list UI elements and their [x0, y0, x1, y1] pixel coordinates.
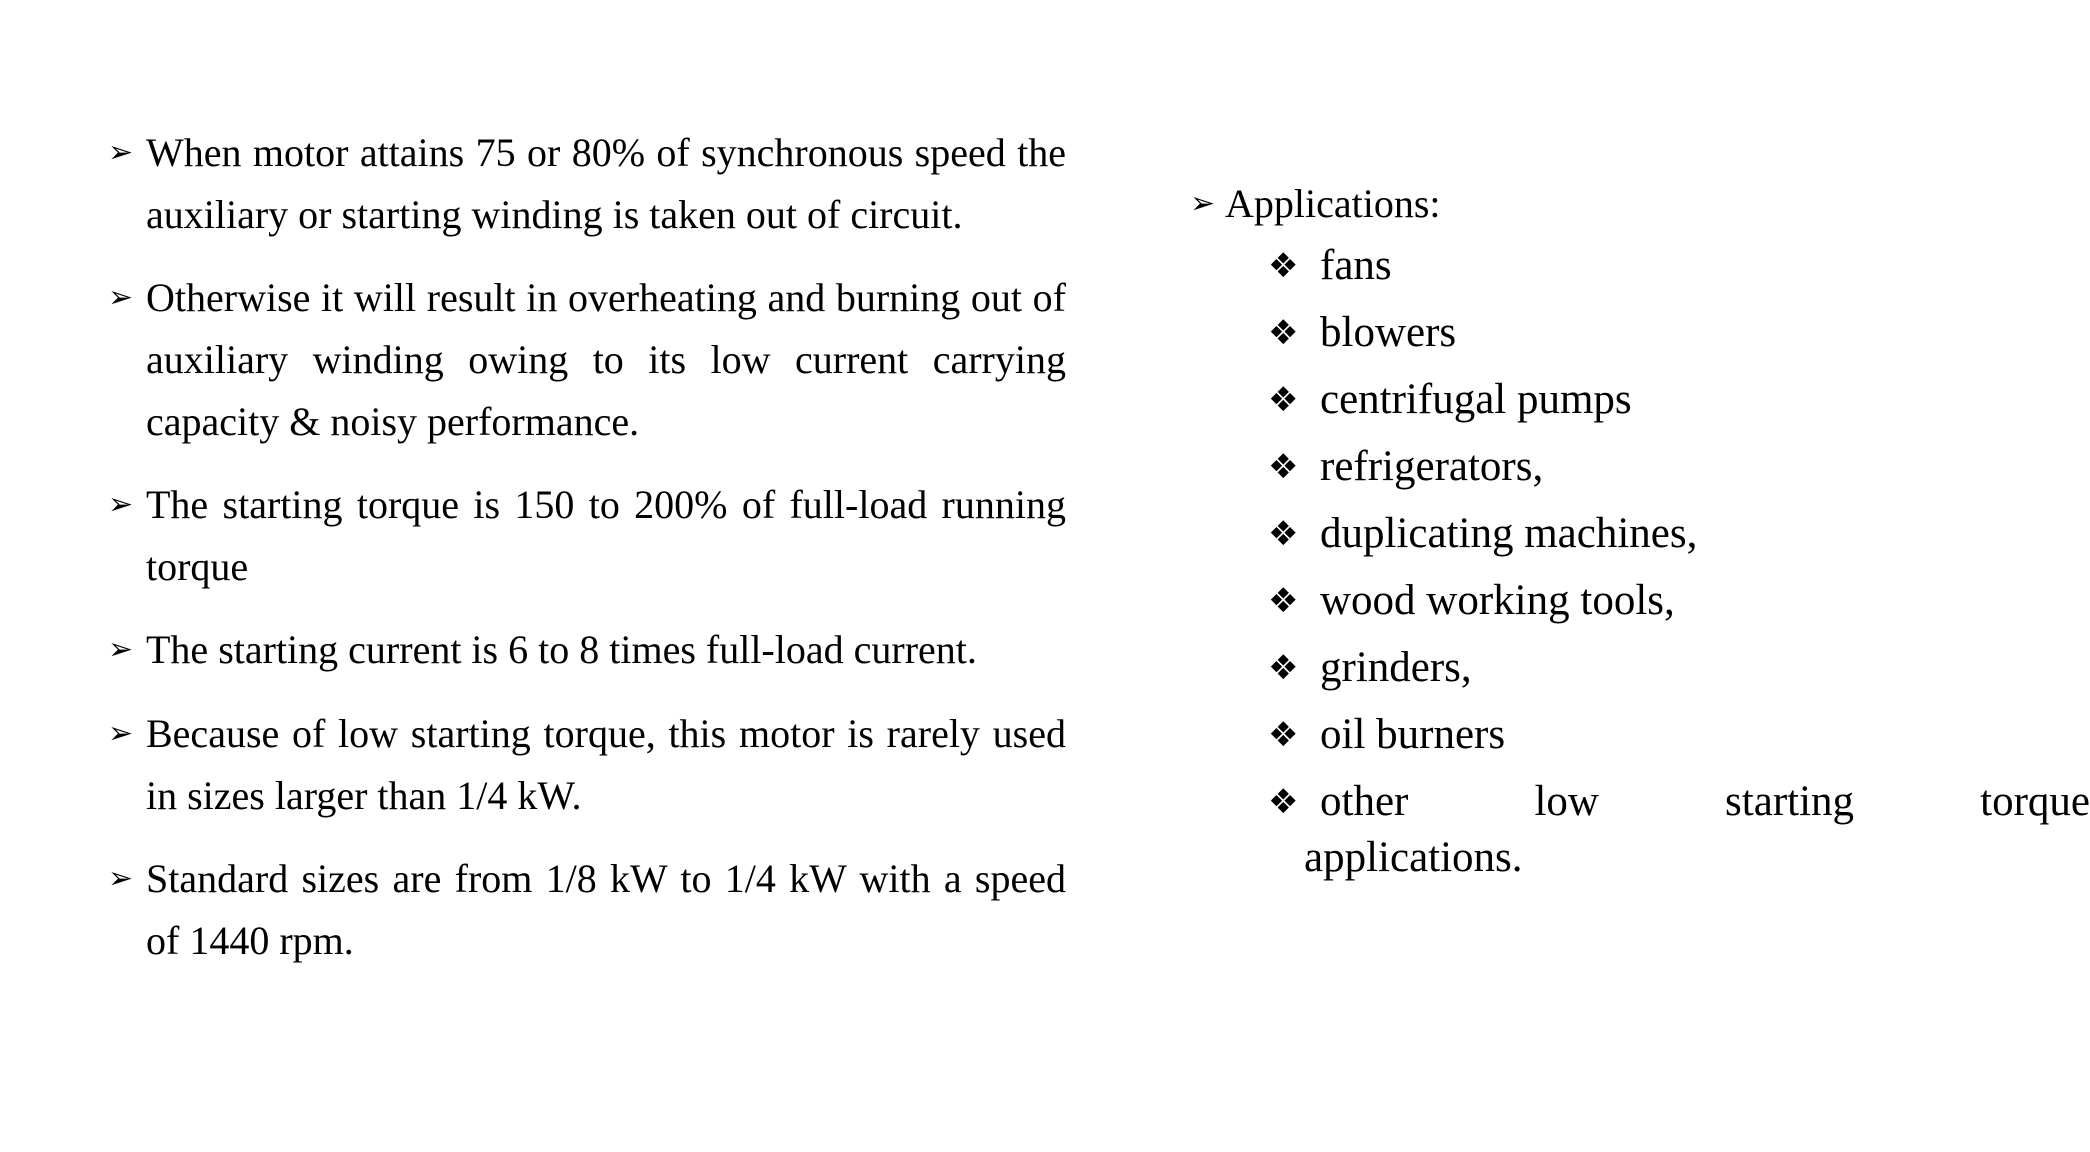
application-item: [1268, 506, 2038, 562]
left-bullet-list: [108, 122, 1066, 972]
diamond-bullet-icon: ❖: [1268, 782, 1299, 822]
bullet-item: [108, 619, 1066, 681]
application-item: [1268, 372, 2038, 428]
diamond-bullet-icon: ❖: [1268, 648, 1299, 688]
application-text: grinders,: [1320, 644, 1472, 691]
application-item: [1268, 238, 2038, 294]
application-item: [1268, 305, 2038, 361]
bullet-text: When motor attains 75 or 80% of synchronous speed the auxiliary or starting winding is taken out of circuit.: [146, 130, 1066, 237]
diamond-bullet-icon: ❖: [1268, 246, 1299, 286]
diamond-bullet-icon: ❖: [1268, 447, 1299, 487]
arrow-bullet-icon: ➢: [108, 280, 134, 315]
applications-heading-text: Applications:: [1225, 181, 1441, 226]
application-text: refrigerators,: [1320, 443, 1544, 490]
bullet-text: Otherwise it will result in overheating and burning out of auxiliary winding owing to its low current carrying capacity & noisy performance.: [146, 275, 1066, 444]
bullet-item: [108, 267, 1066, 453]
applications-heading: [1190, 176, 2038, 232]
application-text-continuation: applications.: [1304, 834, 1523, 881]
bullet-item: [108, 474, 1066, 598]
application-word: torque: [1980, 778, 2090, 825]
diamond-bullet-icon: ❖: [1268, 514, 1299, 554]
application-text-line: [1320, 774, 2090, 830]
arrow-bullet-icon: ➢: [108, 632, 134, 667]
diamond-bullet-icon: ❖: [1268, 313, 1299, 353]
bullet-text: The starting torque is 150 to 200% of full-load running torque: [146, 482, 1066, 589]
bullet-item: [108, 848, 1066, 972]
bullet-text: Because of low starting torque, this motor is rarely used in sizes larger than 1/4 kW.: [146, 711, 1066, 818]
arrow-bullet-icon: ➢: [108, 487, 134, 522]
applications-list: [1190, 238, 2090, 886]
arrow-bullet-icon: ➢: [1190, 186, 1216, 221]
application-word: other: [1320, 778, 1409, 825]
application-item: [1268, 774, 2090, 886]
diamond-bullet-icon: ❖: [1268, 715, 1299, 755]
arrow-bullet-icon: ➢: [108, 861, 134, 896]
application-text: duplicating machines,: [1320, 510, 1698, 557]
bullet-item: [108, 122, 1066, 246]
bullet-item: [108, 703, 1066, 827]
application-word: starting: [1725, 778, 1855, 825]
application-text: oil burners: [1320, 711, 1506, 758]
application-word: low: [1534, 778, 1599, 825]
arrow-bullet-icon: ➢: [108, 716, 134, 751]
application-text: centrifugal pumps: [1320, 376, 1632, 423]
application-item: [1268, 640, 2038, 696]
bullet-text: Standard sizes are from 1/8 kW to 1/4 kW with a speed of 1440 rpm.: [146, 856, 1066, 963]
application-item: [1268, 573, 2038, 629]
arrow-bullet-icon: ➢: [108, 135, 134, 170]
bullet-text: The starting current is 6 to 8 times full-load current.: [146, 627, 977, 672]
application-item: [1268, 439, 2038, 495]
diamond-bullet-icon: ❖: [1268, 380, 1299, 420]
application-text: wood working tools,: [1320, 577, 1675, 624]
application-text: fans: [1320, 242, 1392, 289]
diamond-bullet-icon: ❖: [1268, 581, 1299, 621]
application-text: blowers: [1320, 309, 1457, 356]
application-item: [1268, 707, 2038, 763]
applications-section: [1190, 176, 2090, 897]
